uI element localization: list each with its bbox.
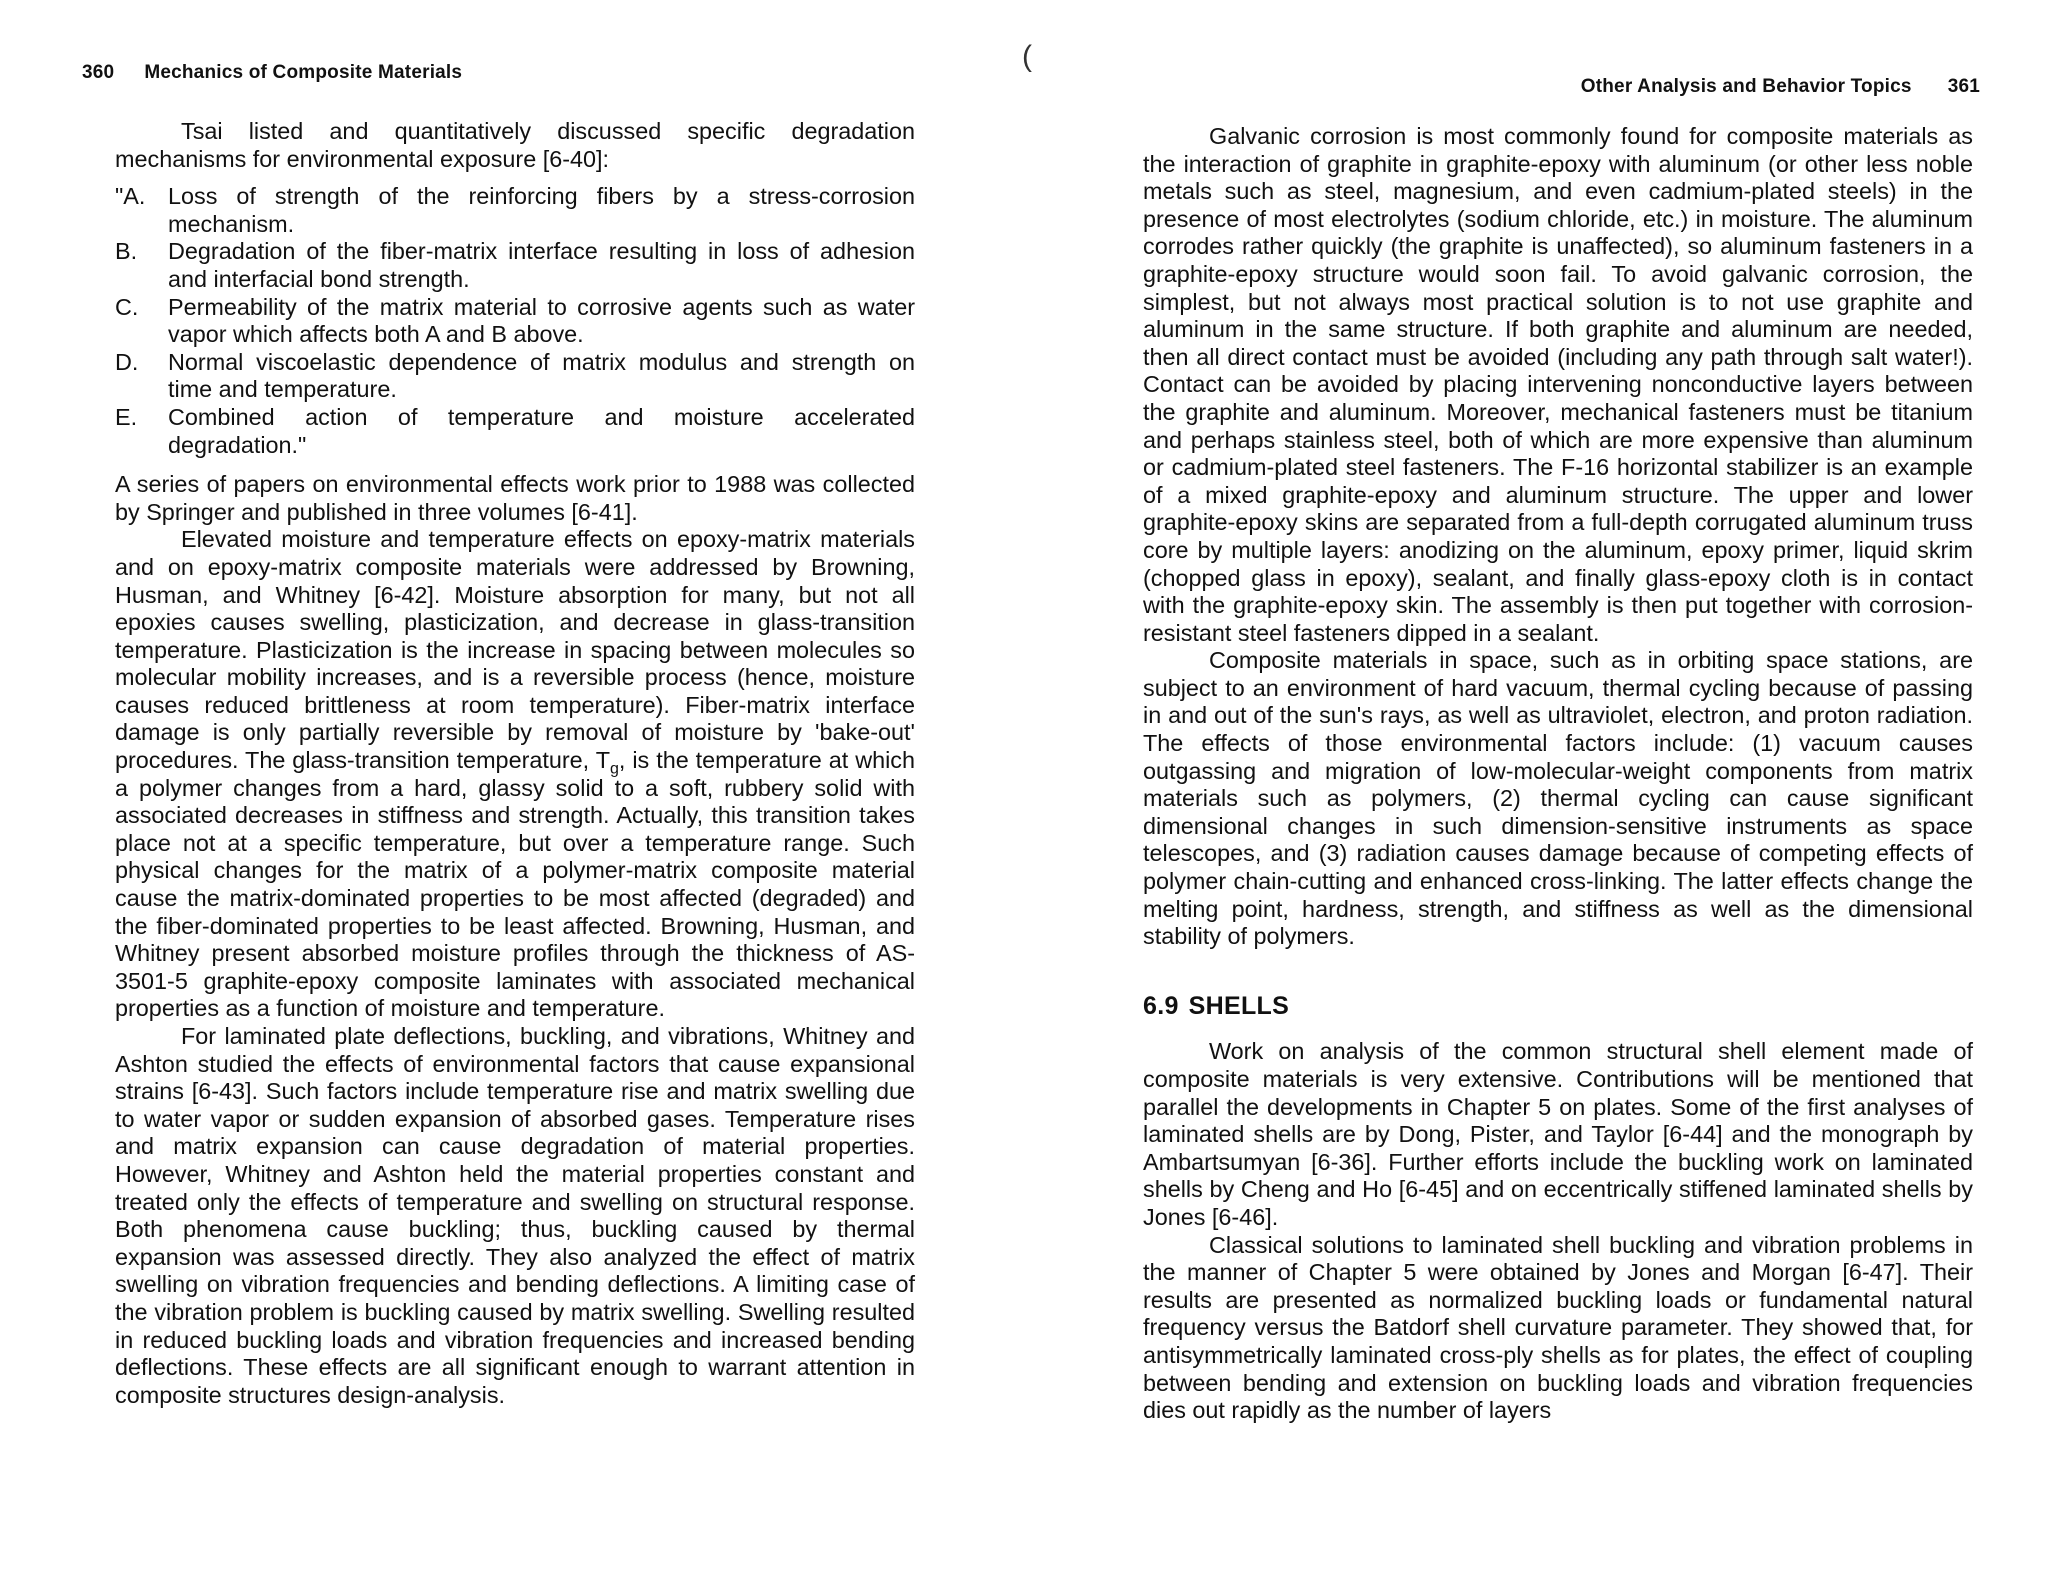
plate-deflections-paragraph: For laminated plate deflections, buckling, and vibrations, Whitney and Ashton studied the effects of environmental factors that cause expansional strains [6-43]. Such factors include temperature rise and matrix swelling due to water vapor or sudden expansion of absorbed gases. Temperature rises and matrix expansion can cause degradation of material properties. However, Whitney and Ashton held the material properties constant and treated only the effects of temperature and swelling on structural response. Both phenomena cause buckling; thus, buckling caused by thermal expansion was assessed directly. They also analyzed the effect of matrix swelling on vibration frequencies and bending deflections. A limiting case of the vibration problem is buckling caused by matrix swelling. Swelling resulted in reduced buckling loads and vibration frequencies and increased bending deflections. These effects are all significant enough to warrant attention in composite structures design-analysis. [115,1023,915,1408]
paragraph-text: Elevated moisture and temperature effects on epoxy-matrix materials and on epoxy-matrix composite materials were addressed by Browning, Husman, and Whitney [6-42]. Moisture absorption for many, but not all epoxies causes swelling, plasticization, and decrease in glass-transition temperature. Plasticization is the increase in spacing between molecules so molecular mobility increases, and is a reversible process (hence, moisture causes reduced brittleness at room temperature). Fiber-matrix interface damage is only partially reversible by removal of moisture by 'bake-out' procedures. The glass-transition temperature, T [115,526,915,774]
list-item [115,238,915,293]
list-item [115,404,915,459]
list-item [115,294,915,349]
paragraph-text: , is the temperature at which a polymer changes from a hard, glassy solid to a soft, rubbery solid with associated decreases in stiffness and strength. Actually, this transition takes place not at a specific temperature, but over a temperature range. Such physical changes for the matrix of a polymer-matrix composite material cause the matrix-dominated properties to be most affected (degraded) and the fiber-dominated properties to be least affected. Browning, Husman, and Whitney present absorbed moisture profiles through the thickness of AS-3501-5 graphite-epoxy composite laminates with associated mechanical properties as a function of moisture and temperature. [115,747,915,1022]
space-environment-paragraph: Composite materials in space, such as in orbiting space stations, are subject to an environment of hard vacuum, thermal cycling because of passing in and out of the sun's rays, as well as ultraviolet, electron, and proton radiation. The effects of those environmental factors include: (1) vacuum causes outgassing and migration of low-molecular-weight components from matrix materials such as polymers, (2) thermal cycling can cause significant dimensional changes in such dimension-sensitive instruments as space telescopes, and (3) radiation causes damage because of competing effects of polymer chain-cutting and enhanced cross-linking. The latter effects change the melting point, hardness, strength, and stiffness as well as the dimensional stability of polymers. [1143,647,1973,950]
intro-paragraph: Tsai listed and quantitatively discussed specific degradation mechanisms for environmental exposure [6-40]: [115,118,915,172]
list-item-text: Degradation of the fiber-matrix interface resulting in loss of adhesion and interfacial bond strength. [168,238,915,292]
section-title: SHELLS [1188,991,1290,1020]
list-item-text: Permeability of the matrix material to corrosive agents such as water vapor which affects both A and B above. [168,293,915,348]
left-page [0,0,1000,1582]
left-running-head [82,62,462,84]
right-page [1030,0,2048,1582]
tg-subscript: g [610,760,619,778]
list-item [115,349,915,404]
right-page-number: 361 [1947,76,1980,97]
list-item-text: Normal viscoelastic dependence of matrix modulus and strength on time and temperature. [168,348,915,403]
list-item [115,183,915,238]
section-number: 6.9 [1143,991,1179,1020]
moisture-temperature-paragraph [115,526,915,1023]
right-text-column [1143,123,1973,1425]
left-page-number: 360 [82,62,115,83]
section-heading [1143,993,1973,1021]
scan-artifact-mark: ( [1022,40,1032,73]
list-marker: B. [115,238,138,265]
right-running-head [1581,76,1980,98]
right-running-title: Other Analysis and Behavior Topics [1580,76,1912,97]
galvanic-corrosion-paragraph: Galvanic corrosion is most commonly found for composite materials as the interaction of graphite in graphite-epoxy with aluminum (or other less noble metals such as steel, magnesium, and even cadmium-plated steels) in the presence of most electrolytes (sodium chloride, etc.) in moisture. The aluminum corrodes rather quickly (the graphite is unaffected), so aluminum fasteners in a graphite-epoxy structure would soon fail. To avoid galvanic corrosion, the simplest, but not always most practical solution is to not use graphite and aluminum in the same structure. If both graphite and aluminum are needed, then all direct contact must be avoided (including any path through salt water!). Contact can be avoided by placing intervening nonconductive layers between the graphite and aluminum. Moreover, mechanical fasteners must be titanium and perhaps stainless steel, both of which are more expensive than aluminum or cadmium-plated steel fasteners. The F-16 horizontal stabilizer is an example of a mixed graphite-epoxy and aluminum structure. The upper and lower graphite-epoxy skins are separated from a full-depth corrugated aluminum truss core by multiple layers: anodizing on the aluminum, epoxy primer, liquid skrim (chopped glass in epoxy), sealant, and finally glass-epoxy cloth is in contact with the graphite-epoxy skin. The assembly is then put together with corrosion-resistant steel fasteners dipped in a sealant. [1143,123,1973,646]
left-running-title: Mechanics of Composite Materials [144,62,463,83]
list-marker: "A. [115,183,146,210]
shells-intro-paragraph: Work on analysis of the common structural shell element made of composite materials is very extensive. Contributions will be mentioned that parallel the developments in Chapter 5 on plates. Some of the first analyses of laminated shells are by Dong, Pister, and Taylor [6-44] and the monograph by Ambartsumyan [6-36]. Further efforts include the buckling work on laminated shells by Cheng and Ho [6-45] and on eccentrically stiffened laminated shells by Jones [6-46]. [1143,1038,1973,1230]
springer-paragraph: A series of papers on environmental effects work prior to 1988 was collected by Springer and published in three volumes [6-41]. [115,471,915,525]
list-marker: E. [115,403,138,430]
list-item-text: Loss of strength of the reinforcing fibers by a stress-corrosion mechanism. [168,183,915,237]
degradation-mechanism-list [115,183,915,459]
list-item-text: Combined action of temperature and moisture accelerated degradation." [168,403,915,458]
classical-solutions-paragraph: Classical solutions to laminated shell buckling and vibration problems in the manner of Chapter 5 were obtained by Jones and Morgan [6-47]. Their results are presented as normalized buckling loads or fundamental natural frequency versus the Batdorf shell curvature parameter. They showed that, for antisymmetrically laminated cross-ply shells as for plates, the effect of coupling between bending and extension on buckling loads and vibration frequencies dies out rapidly as the number of layers [1143,1231,1973,1424]
left-text-column [115,118,915,1409]
list-marker: C. [115,293,139,320]
list-marker: D. [115,348,139,375]
